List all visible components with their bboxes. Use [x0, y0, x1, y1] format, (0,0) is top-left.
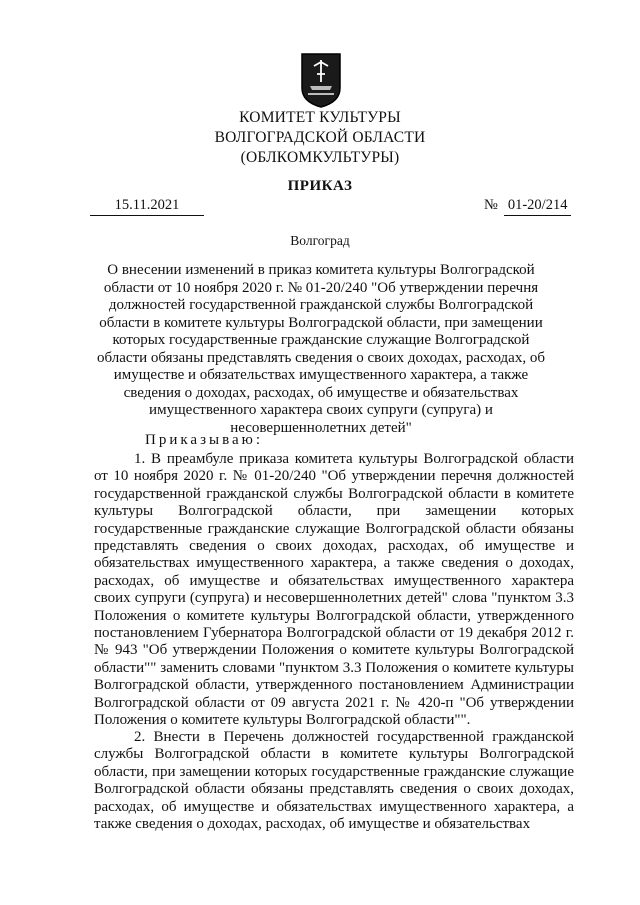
- org-line-1: КОМИТЕТ КУЛЬТУРЫ: [239, 109, 401, 126]
- org-line-2: ВОЛГОГРАДСКОЙ ОБЛАСТИ: [214, 129, 426, 146]
- paragraph-1-text: 1. В преамбуле приказа комитета культуры Волгоградской области от 10 ноября 2020 г. № 01-20/240 "Об утверждении перечня должностей государственной гражданской службы Волгоградской области в комитете культуры Волгоградской области, при замещении которых государственные гражданские служащие Волгоградской области обязаны представлять сведения о своих доходах, расходах, об имуществе и обязательствах имущественного характера, а также сведения о доходах, расходах, об имуществе и обязательствах имущественного характера своих супруги (супруга) и несовершеннолетних детей" слова "пунктом 3.3 Положения о комитете культуры Волгоградской области, утвержденного постановлением Губернатора Волгоградской области от 19 декабря 2012 г. № 943 "Об утверждении Положения о комитете культуры Волгоградской области"" заменить словами "пунктом 3.3 Положения о комитете культуры Волгоградской области, утвержденного постановлением Администрации Волгоградской области от 09 августа 2021 г. № 420-п "Об утверждении Положения о комитете культуры Волгоградской области"".: [94, 451, 574, 729]
- order-heading: О внесении изменений в приказ комитета культуры Волгоградской области от 10 ноября 2020 г. № 01-20/240 "Об утверждении перечня должностей государственной гражданской службы Волгоградской области в комитете культуры Волгоградской области, при замещении которых государственные гражданские служащие Волгоградской области обязаны представлять сведения о своих доходах, расходах, об имуществе и обязательствах имущественного характера, а также сведения о доходах, расходах, об имуществе и обязательствах имущественного характера своих супруги (супруга) и несовершеннолетних детей": [97, 262, 545, 436]
- volgograd-coat-of-arms-icon: [300, 52, 342, 108]
- number-value: 01-20/214: [504, 197, 572, 216]
- order-number: [484, 197, 571, 216]
- number-sign: №: [484, 197, 498, 213]
- organization-name: [0, 108, 640, 168]
- paragraph-2: [94, 729, 574, 833]
- order-date: 15.11.2021: [90, 197, 204, 216]
- city: Волгоград: [290, 233, 350, 248]
- document-type: ПРИКАЗ: [287, 178, 353, 194]
- paragraph-1: [94, 451, 574, 730]
- paragraph-2-text: 2. Внести в Перечень должностей государственной гражданской службы Волгоградской области в комитете культуры Волгоградской области, при замещении которых государственные гражданские служащие Волгоградской области обязаны представлять сведения о своих доходах, расходах, об имуществе и обязательствах имущественного характера, а также сведения о доходах, расходах, об имуществе и обязательствах: [94, 729, 574, 833]
- order-word: Приказываю:: [145, 432, 263, 448]
- org-line-3: (ОБЛКОМКУЛЬТУРЫ): [240, 149, 400, 166]
